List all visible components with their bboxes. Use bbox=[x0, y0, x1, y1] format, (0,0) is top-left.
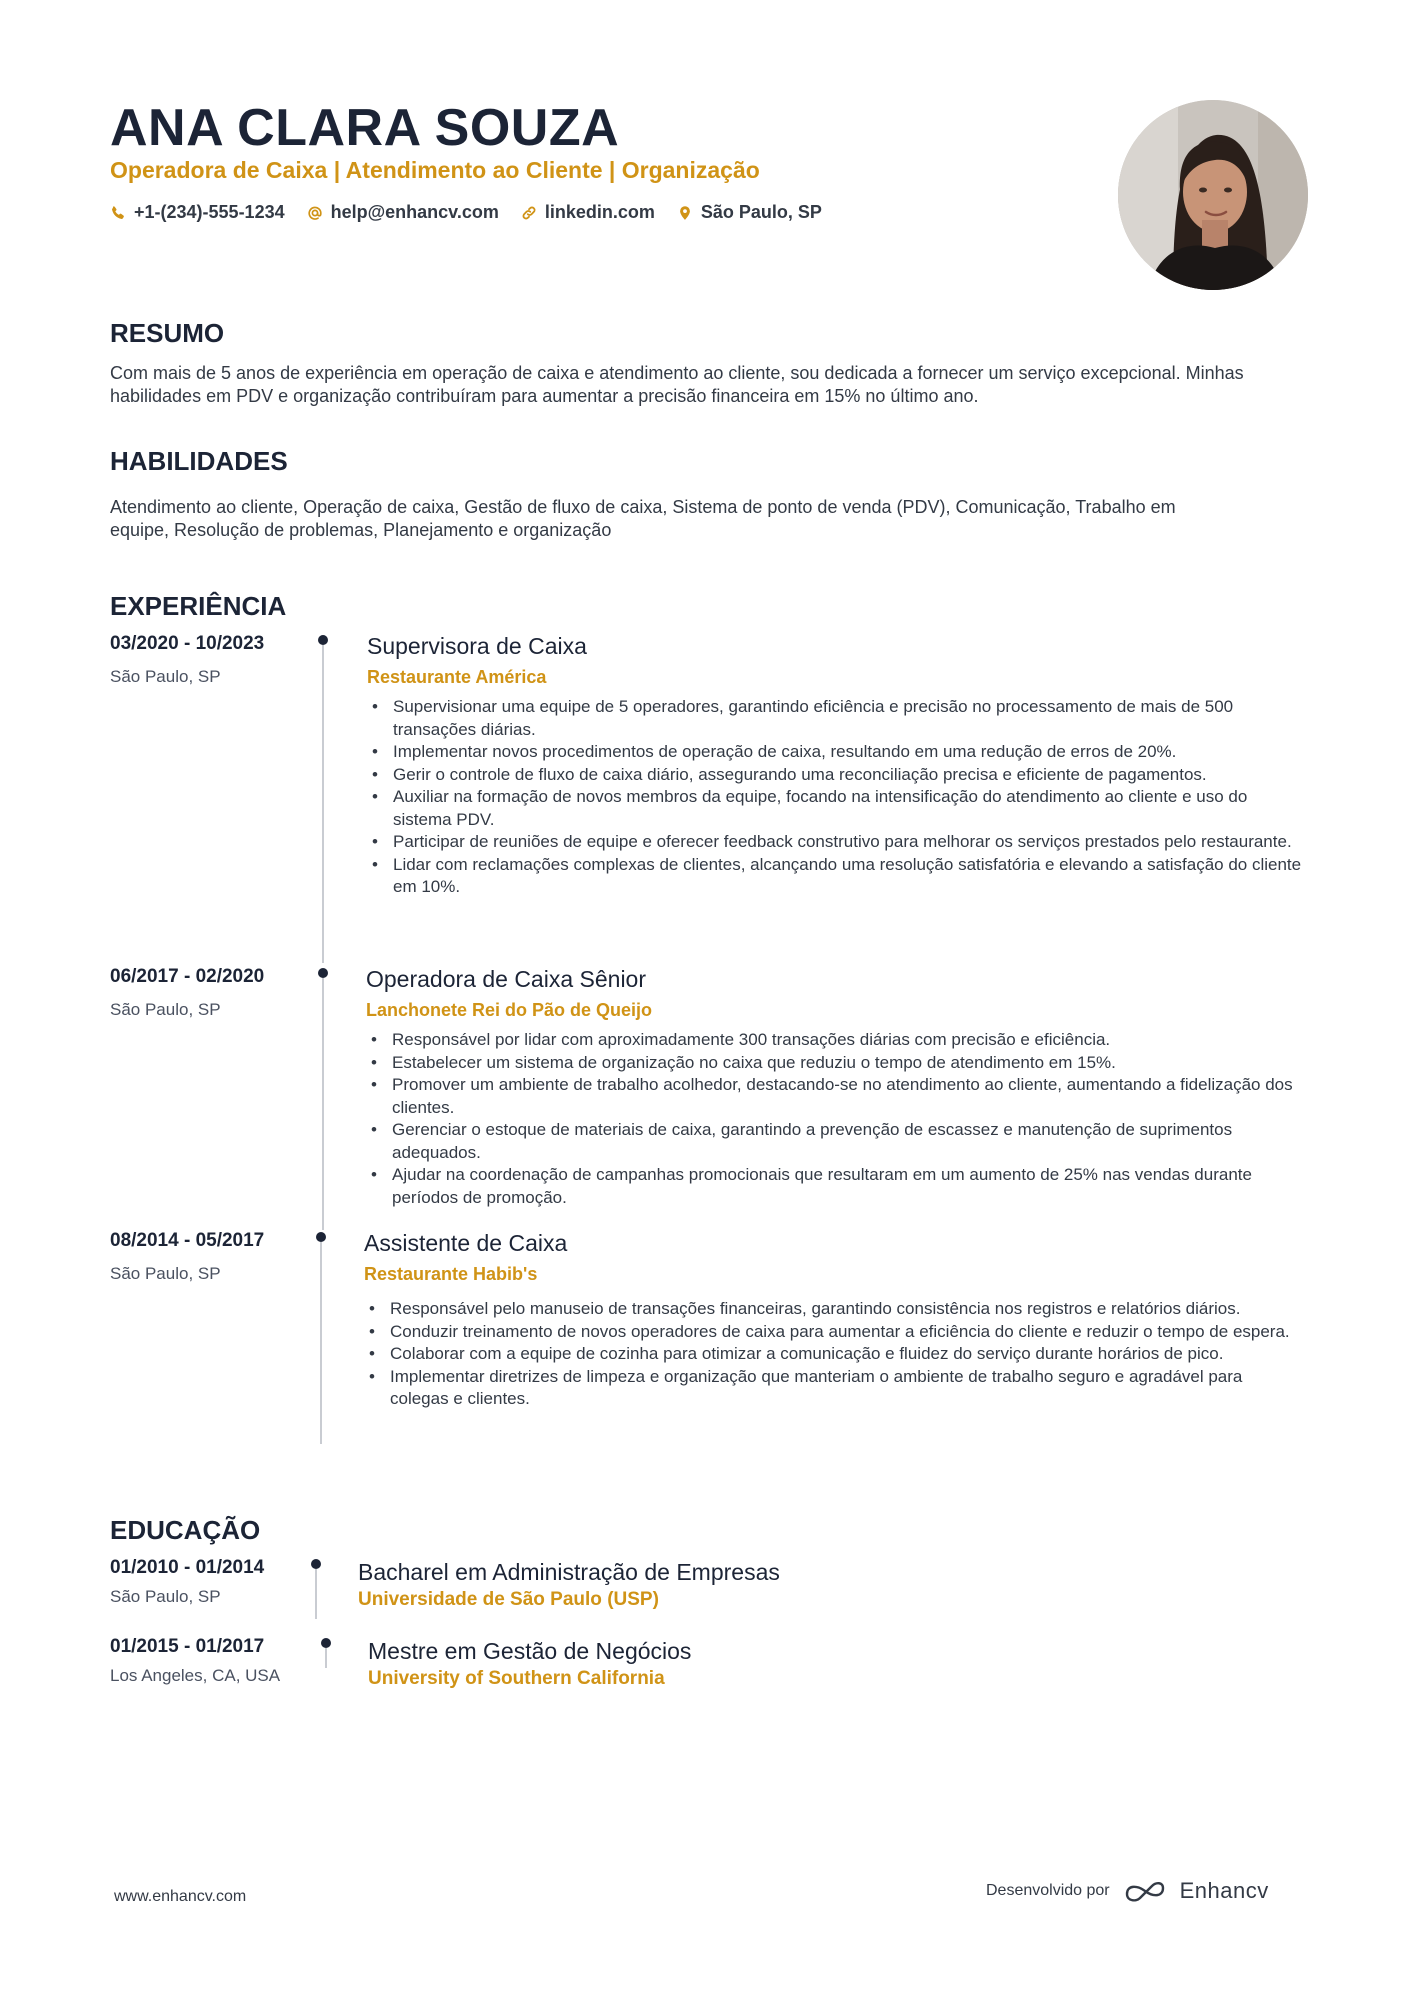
contact-linkedin-text: linkedin.com bbox=[544, 202, 655, 222]
job-location: São Paulo, SP bbox=[110, 667, 221, 686]
footer-branding bbox=[986, 1876, 1269, 1906]
education-dates: 01/2015 - 01/2017 bbox=[110, 1636, 265, 1657]
brand-name: Enhancv bbox=[1179, 1878, 1269, 1903]
list-item: • Estabelecer um sistema de organização no caixa que reduziu o tempo de atendimento em 15%. bbox=[366, 1052, 1301, 1075]
education-school: University of Southern California bbox=[368, 1668, 665, 1689]
contact-phone bbox=[110, 202, 285, 223]
location-pin-icon bbox=[677, 205, 693, 221]
candidate-name: ANA CLARA SOUZA bbox=[110, 99, 620, 157]
contact-location-text: São Paulo, SP bbox=[700, 202, 822, 222]
timeline-dot bbox=[316, 1232, 326, 1242]
job-role: Supervisora de Caixa bbox=[367, 633, 587, 659]
job-bullets bbox=[366, 1029, 1301, 1209]
summary-text: Com mais de 5 anos de experiência em operação de caixa e atendimento ao cliente, sou dedicada a fornecer um serviço excepcional. Minhas habilidades em PDV e organização contribuíram para aumentar a precisão financeira em 15% no último ano. bbox=[110, 363, 1244, 406]
timeline-line bbox=[322, 645, 324, 963]
at-icon bbox=[307, 205, 323, 221]
list-item: • Colaborar com a equipe de cozinha para otimizar a comunicação e fluidez do serviço durante horários de pico. bbox=[364, 1343, 1299, 1366]
job-dates: 06/2017 - 02/2020 bbox=[110, 966, 265, 987]
candidate-headline: Operadora de Caixa | Atendimento ao Cliente | Organização bbox=[110, 157, 760, 183]
contact-email-text: help@enhancv.com bbox=[330, 202, 499, 222]
footer-website-link[interactable]: www.enhancv.com bbox=[114, 1888, 247, 1905]
list-item: • Gerir o controle de fluxo de caixa diário, assegurando uma reconciliação precisa e eficiente de pagamentos. bbox=[367, 764, 1302, 787]
job-company: Lanchonete Rei do Pão de Queijo bbox=[366, 1000, 653, 1020]
education-degree: Mestre em Gestão de Negócios bbox=[368, 1638, 692, 1664]
summary-title: RESUMO bbox=[110, 318, 225, 348]
list-item: • Auxiliar na formação de novos membros da equipe, focando na intensificação do atendimento ao cliente e uso do sistema PDV. bbox=[367, 786, 1302, 831]
list-item: • Implementar diretrizes de limpeza e organização que manteriam o ambiente de trabalho seguro e agradável para colegas e clientes. bbox=[364, 1366, 1299, 1411]
job-role: Operadora de Caixa Sênior bbox=[366, 966, 646, 992]
education-degree: Bacharel em Administração de Empresas bbox=[358, 1559, 780, 1585]
education-location: São Paulo, SP bbox=[110, 1587, 221, 1606]
list-item: • Responsável pelo manuseio de transações financeiras, garantindo consistência nos registros e relatórios diários. bbox=[364, 1298, 1299, 1321]
link-icon bbox=[521, 205, 537, 221]
list-item: • Gerenciar o estoque de materiais de caixa, garantindo a prevenção de escassez e manutenção de suprimentos adequados. bbox=[366, 1119, 1301, 1164]
contact-location bbox=[677, 202, 822, 223]
timeline-line bbox=[320, 1242, 322, 1444]
contact-linkedin[interactable] bbox=[521, 202, 655, 223]
experience-title: EXPERIÊNCIA bbox=[110, 591, 287, 621]
contact-phone-text: +1-(234)-555-1234 bbox=[134, 202, 285, 222]
timeline-line bbox=[315, 1569, 317, 1619]
job-location: São Paulo, SP bbox=[110, 1264, 221, 1283]
list-item: • Lidar com reclamações complexas de clientes, alcançando uma resolução satisfatória e elevando a satisfação do cliente em 10%. bbox=[367, 854, 1302, 899]
job-company: Restaurante América bbox=[367, 667, 547, 687]
timeline-dot bbox=[318, 968, 328, 978]
job-bullets bbox=[367, 696, 1302, 899]
list-item: • Implementar novos procedimentos de operação de caixa, resultando em uma redução de erros de 20%. bbox=[367, 741, 1302, 764]
job-dates: 08/2014 - 05/2017 bbox=[110, 1230, 265, 1251]
skills-title: HABILIDADES bbox=[110, 446, 288, 476]
skills-text: Atendimento ao cliente, Operação de caixa, Gestão de fluxo de caixa, Sistema de ponto de venda (PDV), Comunicação, Trabalho em equipe, Resolução de problemas, Planejamento e organização bbox=[110, 497, 1176, 540]
timeline-dot bbox=[318, 635, 328, 645]
list-item: • Promover um ambiente de trabalho acolhedor, destacando-se no atendimento ao cliente, aumentando a fidelização dos clientes. bbox=[366, 1074, 1301, 1119]
timeline-line bbox=[322, 978, 324, 1230]
contact-bar bbox=[110, 202, 822, 223]
list-item: • Responsável por lidar com aproximadamente 300 transações diárias com precisão e eficiência. bbox=[366, 1029, 1301, 1052]
contact-email[interactable] bbox=[307, 202, 499, 223]
education-dates: 01/2010 - 01/2014 bbox=[110, 1557, 265, 1578]
job-role: Assistente de Caixa bbox=[364, 1230, 568, 1256]
job-company: Restaurante Habib's bbox=[364, 1264, 538, 1284]
education-location: Los Angeles, CA, USA bbox=[110, 1666, 281, 1685]
powered-by-label: Desenvolvido por bbox=[986, 1882, 1110, 1899]
profile-photo bbox=[1118, 100, 1308, 290]
phone-icon bbox=[110, 205, 126, 221]
list-item: • Supervisionar uma equipe de 5 operadores, garantindo eficiência e precisão no processamento de mais de 500 transações diárias. bbox=[367, 696, 1302, 741]
list-item: • Conduzir treinamento de novos operadores de caixa para aumentar a eficiência do cliente e reduzir o tempo de espera. bbox=[364, 1321, 1299, 1344]
education-school: Universidade de São Paulo (USP) bbox=[358, 1589, 659, 1610]
list-item: • Participar de reuniões de equipe e oferecer feedback construtivo para melhorar os serviços prestados pelo restaurante. bbox=[367, 831, 1302, 854]
list-item: • Ajudar na coordenação de campanhas promocionais que resultaram em um aumento de 25% nas vendas durante períodos de promoção. bbox=[366, 1164, 1301, 1209]
job-bullets bbox=[364, 1298, 1299, 1411]
timeline-dot bbox=[321, 1638, 331, 1648]
job-dates: 03/2020 - 10/2023 bbox=[110, 633, 265, 654]
timeline-dot bbox=[311, 1559, 321, 1569]
job-location: São Paulo, SP bbox=[110, 1000, 221, 1019]
timeline-line bbox=[325, 1648, 327, 1668]
enhancv-logo-icon bbox=[1122, 1876, 1168, 1906]
education-title: EDUCAÇÃO bbox=[110, 1515, 261, 1545]
